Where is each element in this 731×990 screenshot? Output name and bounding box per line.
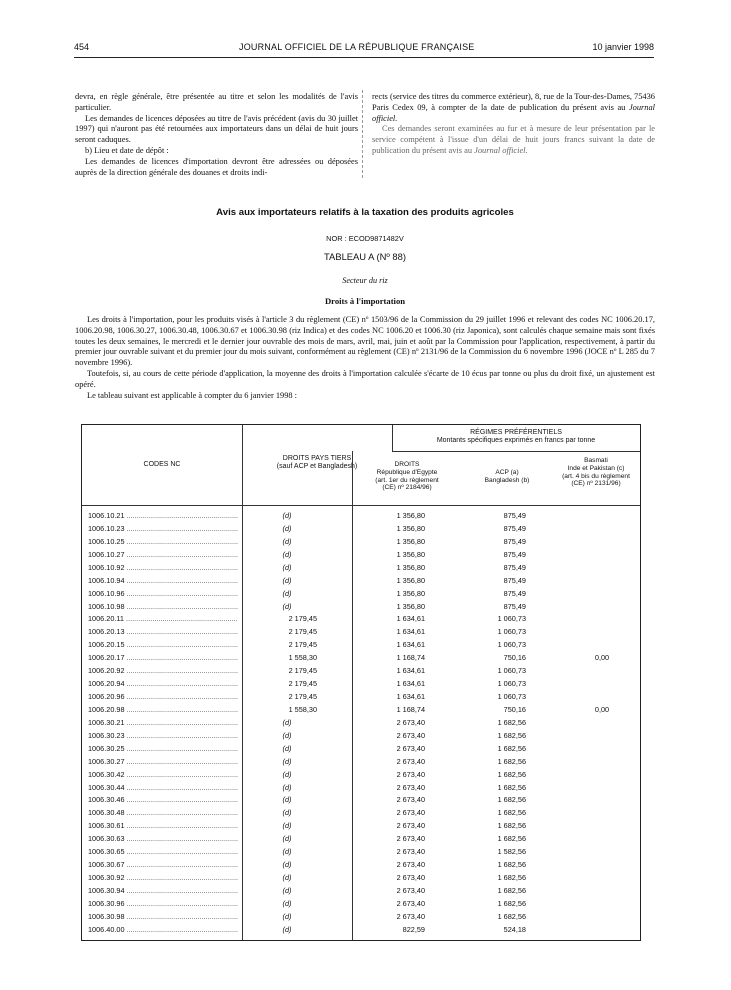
acp-cell: 1 682,56 xyxy=(497,860,526,870)
code-cell: 1006.30.25 ..... xyxy=(88,744,238,753)
acp-cell: 1 060,73 xyxy=(497,640,526,650)
table-row xyxy=(82,899,640,912)
table-row xyxy=(82,783,640,796)
tiers-cell: (d) xyxy=(282,743,292,753)
regimes-rule xyxy=(392,451,640,452)
header-acp xyxy=(462,469,552,485)
egypte-cell: 2 673,40 xyxy=(396,911,425,921)
egypte-cell: 1 634,61 xyxy=(396,640,425,650)
tiers-cell: (d) xyxy=(282,808,292,818)
table-row xyxy=(82,511,640,524)
acp-cell: 524,18 xyxy=(503,924,526,934)
avis-title: Avis aux importateurs relatifs à la taxation des produits agricoles xyxy=(216,207,514,218)
body-text xyxy=(75,315,655,401)
intro-paragraph: Les demandes de licences déposées au titre de l'avis précédent (avis du 30 juillet 1997) qui n'auront pas été retournées aux importateurs dans un délai de huit jours seront caduques. xyxy=(75,113,358,145)
egypte-cell: 2 673,40 xyxy=(396,898,425,908)
code-cell: 1006.10.27 ..... xyxy=(88,550,238,559)
egypte-cell: 2 673,40 xyxy=(396,821,425,831)
code-cell: 1006.20.92 ..... xyxy=(88,666,238,675)
intro-paragraph: Les demandes de licences d'importation devront être adressées ou déposées auprès de la direction générale des douanes et droits indi- xyxy=(75,156,358,177)
intro-paragraph xyxy=(372,124,655,156)
intro-paragraph xyxy=(372,92,655,124)
table-row xyxy=(82,718,640,731)
intro-right-column xyxy=(372,92,655,157)
egypte-cell: 2 673,40 xyxy=(396,769,425,779)
intro-left-column xyxy=(75,92,358,178)
tiers-cell: 1 558,30 xyxy=(288,704,317,714)
code-cell: 1006.30.46 ..... xyxy=(88,795,238,804)
acp-cell: 1 060,73 xyxy=(497,692,526,702)
code-cell: 1006.30.48 ..... xyxy=(88,808,238,817)
egypte-cell: 1 634,61 xyxy=(396,627,425,637)
journal-ref: Journal officiel. xyxy=(474,145,528,155)
egypte-cell: 1 356,80 xyxy=(396,511,425,520)
tiers-cell: (d) xyxy=(282,821,292,831)
acp-cell: 1 682,56 xyxy=(497,911,526,921)
table-row xyxy=(82,925,640,938)
tiers-cell: (d) xyxy=(282,834,292,844)
table-row xyxy=(82,640,640,653)
egypte-cell: 1 356,80 xyxy=(396,536,425,546)
egypte-cell: 1 356,80 xyxy=(396,562,425,572)
egypte-cell: 1 634,61 xyxy=(396,614,425,624)
egypte-cell: 1 634,61 xyxy=(396,679,425,689)
code-cell: 1006.20.15 ..... xyxy=(88,640,238,649)
intro-text: Ces demandes seront examinées au fur et à mesure de leur présentation par le service compétent à l'issue d'un délai de huit jours francs suivant la date de publication du présent avis au xyxy=(372,124,655,155)
header-tiers-line: (sauf ACP et Bangladesh) xyxy=(276,463,358,471)
acp-cell: 1 682,56 xyxy=(497,834,526,844)
table-row xyxy=(82,834,640,847)
egypte-cell: 1 356,80 xyxy=(396,575,425,585)
table-row xyxy=(82,705,640,718)
code-cell: 1006.30.27 ..... xyxy=(88,757,238,766)
header-egypte-line: (art. 1er du règlement xyxy=(375,476,439,484)
table-row xyxy=(82,873,640,886)
table-row xyxy=(82,731,640,744)
page-number: 454 xyxy=(74,42,90,52)
egypte-cell: 1 356,80 xyxy=(396,523,425,533)
egypte-cell: 2 673,40 xyxy=(396,808,425,818)
table-row xyxy=(82,692,640,705)
code-cell: 1006.40.00 ..... xyxy=(88,925,238,934)
tiers-cell: (d) xyxy=(282,588,292,598)
code-cell: 1006.20.17 ..... xyxy=(88,653,238,662)
table-row xyxy=(82,757,640,770)
code-cell: 1006.30.21 ..... xyxy=(88,718,238,727)
tiers-cell: (d) xyxy=(282,911,292,921)
body-paragraph: Le tableau suivant est applicable à compter du 6 janvier 1998 : xyxy=(87,390,298,400)
tiers-cell: (d) xyxy=(282,601,292,611)
nor-reference: NOR : ECOD9871482V xyxy=(326,234,404,243)
egypte-cell: 2 673,40 xyxy=(396,795,425,805)
acp-cell: 875,49 xyxy=(503,549,526,559)
header-regimes-line: Montants spécifiques exprimés en francs par tonne xyxy=(436,437,596,445)
header-egypte-line: (CE) nº 2184/96) xyxy=(382,484,432,492)
basmati-cell: 0,00 xyxy=(594,704,610,714)
acp-cell: 1 582,56 xyxy=(497,847,526,857)
header-rule xyxy=(82,505,640,506)
acp-cell: 1 682,56 xyxy=(497,769,526,779)
egypte-cell: 2 673,40 xyxy=(396,782,425,792)
table-row xyxy=(82,602,640,615)
code-cell: 1006.30.42 ..... xyxy=(88,770,238,779)
egypte-cell: 1 634,61 xyxy=(396,666,425,676)
tableau-title: TABLEAU A (Nº 88) xyxy=(324,251,406,262)
acp-cell: 875,49 xyxy=(503,601,526,611)
acp-cell: 1 682,56 xyxy=(497,795,526,805)
header-egypte xyxy=(352,461,462,492)
acp-cell: 1 060,73 xyxy=(497,627,526,637)
header-basmati-line: (CE) nº 2131/96) xyxy=(571,480,621,488)
code-cell: 1006.20.94 ..... xyxy=(88,679,238,688)
column-rule xyxy=(392,425,393,451)
tiers-cell: (d) xyxy=(282,756,292,766)
basmati-cell: 0,00 xyxy=(594,653,610,663)
tiers-cell: 2 179,45 xyxy=(288,692,317,702)
acp-cell: 1 682,56 xyxy=(497,730,526,740)
egypte-cell: 2 673,40 xyxy=(396,834,425,844)
code-cell: 1006.10.92 ..... xyxy=(88,563,238,572)
egypte-cell: 2 673,40 xyxy=(396,730,425,740)
tiers-cell: 2 179,45 xyxy=(288,614,317,624)
tiers-cell: 2 179,45 xyxy=(288,666,317,676)
tiers-cell: (d) xyxy=(282,873,292,883)
acp-cell: 1 060,73 xyxy=(497,679,526,689)
acp-cell: 875,49 xyxy=(503,562,526,572)
acp-cell: 1 682,56 xyxy=(497,808,526,818)
tiers-cell: (d) xyxy=(282,885,292,895)
acp-cell: 875,49 xyxy=(503,588,526,598)
tiers-cell: (d) xyxy=(282,898,292,908)
egypte-cell: 822,59 xyxy=(402,924,425,934)
code-cell: 1006.30.94 ..... xyxy=(88,886,238,895)
tiers-cell: (d) xyxy=(282,847,292,857)
tiers-cell: (d) xyxy=(282,562,292,572)
body-paragraph: Les droits à l'importation, pour les produits visés à l'article 3 du règlement (CE) nº 1503/96 de la Commission du 29 juillet 1996 et relevant des codes NC 1006.20.17, 1006.20.98, 1006.30.27, 1006.30.48, 1006.30.67 et 1006.30.98 (riz Indica) et des codes NC 1006.20 et 1006.30 (riz Japonica), sont calculés chaque semaine mais sont fixés toutes les deux semaines, le mercredi et le dernier jour ouvrable des mois de mars, avril, mai, juin et août par la Commission pour l'application, respectivement, à partir du premier jour ouvrable suivant et du premier jour du mois suivant, conformément au règlement (CE) nº 2131/96 de la Commission du 6 novembre 1996 (JOCE nº L 285 du 7 novembre 1996). xyxy=(75,315,655,368)
acp-cell: 875,49 xyxy=(503,536,526,546)
tiers-cell: (d) xyxy=(282,730,292,740)
intro-subheading: b) Lieu et date de dépôt : xyxy=(85,145,169,155)
table-row xyxy=(82,886,640,899)
secteur-title: Secteur du riz xyxy=(342,276,388,285)
table-row xyxy=(82,679,640,692)
tiers-cell: 2 179,45 xyxy=(288,627,317,637)
header-egypte-line: DROITS xyxy=(394,461,420,468)
acp-cell: 1 682,56 xyxy=(497,782,526,792)
journal-ref: Journal officiel. xyxy=(372,102,655,123)
acp-cell: 875,49 xyxy=(503,511,526,520)
tiers-cell: (d) xyxy=(282,795,292,805)
body-paragraph: Toutefois, si, au cours de cette période d'application, la moyenne des droits à l'importation calculée s'écarte de 10 écus par tonne ou plus du droit fixé, un ajustement est opéré. xyxy=(75,368,655,389)
egypte-cell: 2 673,40 xyxy=(396,743,425,753)
acp-cell: 1 682,56 xyxy=(497,898,526,908)
header-basmati xyxy=(552,457,640,488)
table-row xyxy=(82,912,640,925)
acp-cell: 875,49 xyxy=(503,575,526,585)
acp-cell: 875,49 xyxy=(503,523,526,533)
header-basmati-line: Inde et Pakistan (c) xyxy=(567,464,625,472)
tiers-cell: (d) xyxy=(282,924,292,934)
acp-cell: 750,16 xyxy=(503,653,526,663)
acp-cell: 750,16 xyxy=(503,704,526,714)
egypte-cell: 2 673,40 xyxy=(396,717,425,727)
acp-cell: 1 682,56 xyxy=(497,885,526,895)
intro-text: rects (service des titres du commerce extérieur), 8, rue de la Tour-des-Dames, 75436 Paris Cedex 09, à compter de la date de publication du présent avis au xyxy=(372,92,655,112)
egypte-cell: 1 168,74 xyxy=(396,653,425,663)
header-tiers-line: DROITS PAYS TIERS xyxy=(282,455,352,462)
tiers-cell: (d) xyxy=(282,782,292,792)
code-cell: 1006.10.25 ..... xyxy=(88,537,238,546)
header-codes-nc: CODES NC xyxy=(143,461,181,468)
code-cell: 1006.30.98 ..... xyxy=(88,912,238,921)
egypte-cell: 1 168,74 xyxy=(396,704,425,714)
header-rule xyxy=(74,57,654,58)
code-cell: 1006.20.13 ..... xyxy=(88,627,238,636)
table-row xyxy=(82,550,640,563)
tiers-cell: 2 179,45 xyxy=(288,679,317,689)
table-row xyxy=(82,860,640,873)
table-row xyxy=(82,666,640,679)
egypte-cell: 2 673,40 xyxy=(396,860,425,870)
table-row xyxy=(82,589,640,602)
tiers-cell: (d) xyxy=(282,717,292,727)
header-acp-line: ACP (a) xyxy=(495,469,519,476)
table-row xyxy=(82,576,640,589)
acp-cell: 1 682,56 xyxy=(497,873,526,883)
header-egypte-line: République d'Egypte xyxy=(376,468,438,476)
tiers-cell: (d) xyxy=(282,523,292,533)
tiers-cell: 1 558,30 xyxy=(288,653,317,663)
tiers-cell: (d) xyxy=(282,575,292,585)
acp-cell: 1 682,56 xyxy=(497,821,526,831)
code-cell: 1006.30.44 ..... xyxy=(88,783,238,792)
table-row xyxy=(82,847,640,860)
egypte-cell: 2 673,40 xyxy=(396,873,425,883)
tiers-cell: 2 179,45 xyxy=(288,640,317,650)
code-cell: 1006.10.96 ..... xyxy=(88,589,238,598)
header-basmati-line: (art. 4 bis du règlement xyxy=(562,472,630,480)
code-cell: 1006.20.11 ..... xyxy=(88,614,238,623)
egypte-cell: 2 673,40 xyxy=(396,885,425,895)
column-separator xyxy=(362,90,363,178)
issue-date: 10 janvier 1998 xyxy=(592,42,654,52)
egypte-cell: 1 356,80 xyxy=(396,601,425,611)
header-acp-line: Bangladesh (b) xyxy=(484,476,530,484)
code-cell: 1006.30.92 ..... xyxy=(88,873,238,882)
code-cell: 1006.30.65 ..... xyxy=(88,847,238,856)
table-row xyxy=(82,770,640,783)
code-cell: 1006.10.23 ..... xyxy=(88,524,238,533)
table-row xyxy=(82,821,640,834)
tiers-cell: (d) xyxy=(282,549,292,559)
code-cell: 1006.10.98 ..... xyxy=(88,602,238,611)
table-row xyxy=(82,653,640,666)
egypte-cell: 2 673,40 xyxy=(396,756,425,766)
table-row xyxy=(82,744,640,757)
page-header xyxy=(74,42,654,56)
code-cell: 1006.30.61 ..... xyxy=(88,821,238,830)
header-basmati-line: Basmati xyxy=(584,457,608,464)
code-cell: 1006.30.23 ..... xyxy=(88,731,238,740)
code-cell: 1006.30.67 ..... xyxy=(88,860,238,869)
acp-cell: 1 060,73 xyxy=(497,614,526,624)
section-title: Droits à l'importation xyxy=(324,296,406,306)
code-cell: 1006.10.94 ..... xyxy=(88,576,238,585)
table-row xyxy=(82,614,640,627)
tiers-cell: (d) xyxy=(282,769,292,779)
code-cell: 1006.20.98 ..... xyxy=(88,705,238,714)
rates-table xyxy=(81,424,641,941)
table-row xyxy=(82,563,640,576)
tiers-cell: (d) xyxy=(282,536,292,546)
tiers-cell: (d) xyxy=(282,860,292,870)
egypte-cell: 1 356,80 xyxy=(396,588,425,598)
intro-paragraph: devra, en règle générale, être présentée au titre et selon les modalités de l'avis particulier. xyxy=(75,92,358,112)
egypte-cell: 2 673,40 xyxy=(396,847,425,857)
egypte-cell: 1 634,61 xyxy=(396,692,425,702)
table-row xyxy=(82,795,640,808)
header-regimes-line: RÉGIMES PRÉFÉRENTIELS xyxy=(470,429,562,436)
table-row xyxy=(82,627,640,640)
code-cell: 1006.20.96 ..... xyxy=(88,692,238,701)
acp-cell: 1 682,56 xyxy=(497,756,526,766)
code-cell: 1006.30.63 ..... xyxy=(88,834,238,843)
egypte-cell: 1 356,80 xyxy=(396,549,425,559)
header-regimes xyxy=(392,429,640,446)
table-row xyxy=(82,808,640,821)
acp-cell: 1 682,56 xyxy=(497,743,526,753)
code-cell: 1006.30.96 ..... xyxy=(88,899,238,908)
table-row xyxy=(82,524,640,537)
tiers-cell: (d) xyxy=(282,511,292,520)
acp-cell: 1 060,73 xyxy=(497,666,526,676)
code-cell: 1006.10.21 ..... xyxy=(88,511,238,520)
table-row xyxy=(82,537,640,550)
acp-cell: 1 682,56 xyxy=(497,717,526,727)
journal-title: JOURNAL OFFICIEL DE LA RÉPUBLIQUE FRANÇAISE xyxy=(239,42,475,52)
